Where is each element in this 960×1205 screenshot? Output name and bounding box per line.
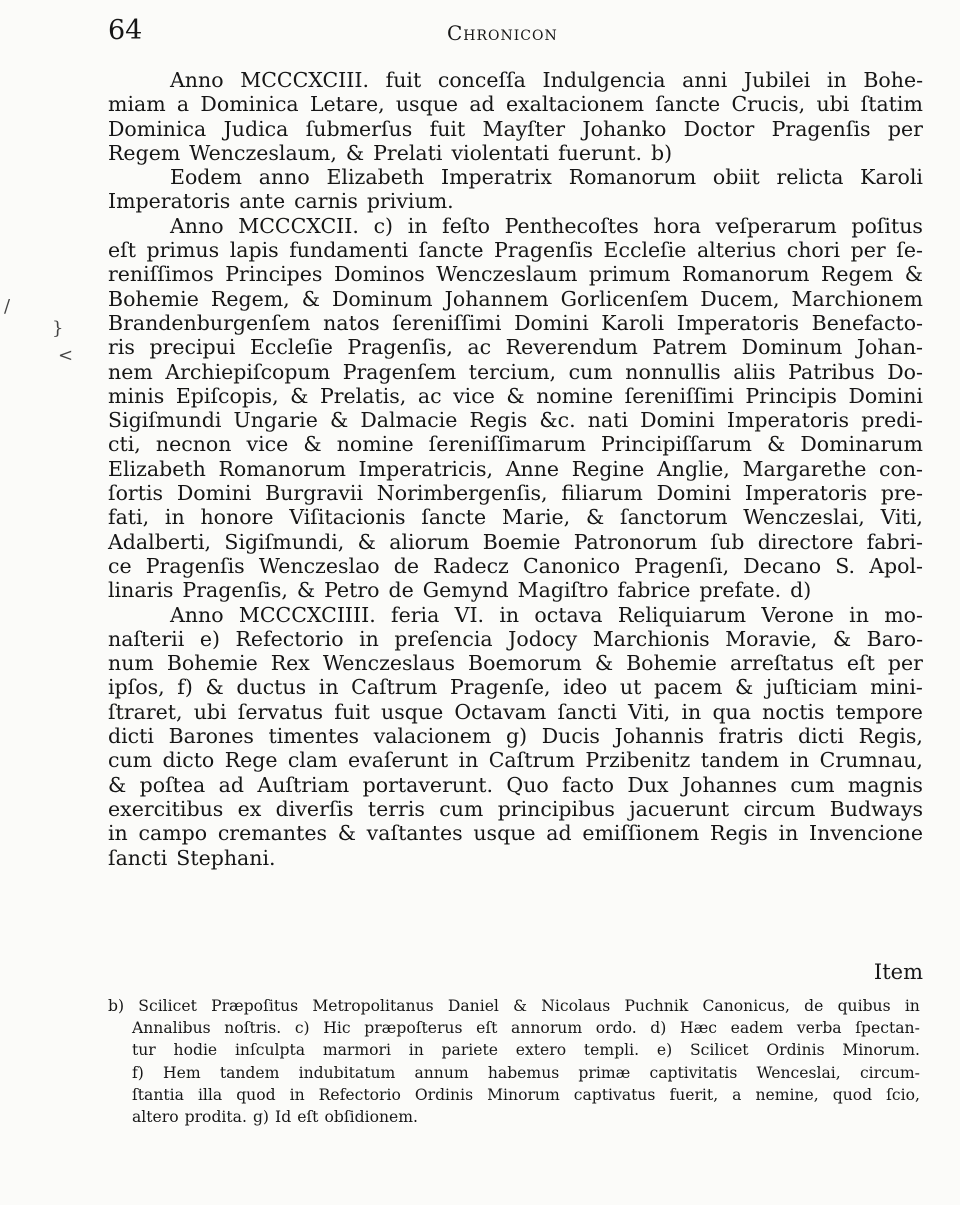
text-line: ipſos, f) & ductus in Caſtrum Pragenſe, ideo ut pacem & juſticiam mini- (108, 675, 923, 700)
page-number: 64 (108, 15, 143, 46)
text-line: naſterii e) Refectorio in preſencia Jodocy Marchionis Moravie, & Baro- (108, 626, 923, 651)
text-line: nem Archiepiſcopum Pragenſem tercium, cum nonnullis aliis Patribus Do- (108, 359, 923, 384)
text-line: Anno MCCCXCII. c) in feſto Penthecoſtes hora veſperarum poſitus (170, 213, 923, 238)
running-head: Chronicon (447, 21, 558, 45)
text-line: ſancti Stephani. (108, 845, 276, 870)
text-line: Dominica Judica ſubmerſus fuit Mayſter Johanko Doctor Pragenſis per (108, 116, 923, 141)
footnote-line: ſtantia illa quod in Refectorio Ordinis Minorum captivatus fuerit, a nemine, quod ſcio, (132, 1085, 920, 1104)
text-line: ſtraret, ubi ſervatus fuit usque Octavam ſancti Viti, in qua noctis tempore (108, 699, 923, 724)
text-line: in campo cremantes & vaſtantes usque ad emiſſionem Regis in Invencione (108, 821, 923, 846)
text-line: linaris Pragenſis, & Petro de Gemynd Magiſtro fabrice prefate. d) (108, 578, 812, 603)
footnote-line: b) Scilicet Præpoſitus Metropolitanus Daniel & Nicolaus Puchnik Canonicus, de quibus in (108, 997, 920, 1015)
text-line: Sigiſmundi Ungarie & Dalmacie Regis &c. nati Domini Imperatoris predi- (108, 408, 923, 433)
text-line: minis Epiſcopis, & Prelatis, ac vice & nomine ſereniſſimi Principis Domini (108, 383, 923, 408)
text-line: ce Pragenſis Wenczeslao de Radecz Canonico Pragenſi, Decano S. Apol- (108, 553, 923, 578)
footnotes (108, 995, 920, 1128)
text-line: Brandenburgenſem natos ſereniſſimi Domini Karoli Imperatoris Benefacto- (108, 310, 923, 335)
text-line: dicti Barones timentes valacionem g) Ducis Johannis fratris dicti Regis, (108, 724, 923, 749)
footnote-line: tur hodie inſculpta marmori in pariete extero templi. e) Scilicet Ordinis Minorum. (132, 1041, 920, 1060)
text-line: eſt primus lapis fundamenti ſancte Pragenſis Eccleſie alterius chori per ſe- (108, 238, 923, 263)
text-line: Adalberti, Sigiſmundi, & aliorum Boemie Patronorum ſub directore fabri- (108, 529, 923, 554)
footnote-separator (108, 989, 923, 990)
text-line: ſortis Domini Burgravii Norimbergenſis, filiarum Domini Imperatoris pre- (108, 481, 923, 506)
margin-mark: < (58, 345, 74, 366)
text-line: cum dicto Rege clam evaſerunt in Caſtrum Przibenitz tandem in Crumnau, (108, 748, 923, 773)
text-line: num Bohemie Rex Wenczeslaus Boemorum & Bohemie arreſtatus eſt per (108, 651, 923, 676)
text-line: ris precipui Eccleſie Pragenſis, ac Reverendum Patrem Dominum Johan- (108, 335, 923, 360)
text-line: reniſſimos Principes Dominos Wenczeslaum primum Romanorum Regem & (108, 262, 923, 287)
footnote-line: Annalibus noſtris. c) Hic præpoſterus eſt annorum ordo. d) Hæc eadem verba ſpectan- (132, 1019, 920, 1038)
footnote-line: altero prodita. g) Id eſt obſidionem. (132, 1107, 418, 1126)
footnote-line: f) Hem tandem indubitatum annum habemus primæ captivitatis Wenceslai, circum- (132, 1063, 920, 1082)
text-line: Eodem anno Elizabeth Imperatrix Romanorum obiit relicta Karoli (170, 165, 923, 190)
text-line: Elizabeth Romanorum Imperatricis, Anne Regine Anglie, Margarethe con- (108, 456, 923, 481)
margin-mark: / (4, 296, 11, 317)
text-line: Regem Wenczeslaum, & Prelati violentati fuerunt. b) (108, 140, 673, 165)
text-line: Bohemie Regem, & Dominum Johannem Gorlicenſem Ducem, Marchionem (108, 286, 923, 311)
text-line: fati, in honore Viſitacionis ſancte Marie, & ſanctorum Wenczeslai, Viti, (108, 505, 923, 530)
text-line: exercitibus ex diverſis terris cum principibus jacuerunt circum Budways (108, 796, 923, 821)
margin-mark: } (52, 318, 64, 339)
catchword: Item (873, 960, 923, 984)
text-line: & poſtea ad Auſtriam portaverunt. Quo facto Dux Johannes cum magnis (108, 772, 923, 797)
text-line: Anno MCCCXCIIII. feria VI. in octava Reliquiarum Verone in mo- (170, 602, 923, 627)
text-line: miam a Dominica Letare, usque ad exaltacionem ſancte Crucis, ubi ſtatim (108, 92, 923, 117)
text-line: Anno MCCCXCIII. fuit conceſſa Indulgencia anni Jubilei in Bohe- (170, 68, 923, 92)
text-line: cti, necnon vice & nomine ſereniſſimarum Principiſſarum & Dominarum (108, 432, 923, 457)
main-text (108, 68, 923, 870)
text-line: Imperatoris ante carnis privium. (108, 189, 454, 214)
